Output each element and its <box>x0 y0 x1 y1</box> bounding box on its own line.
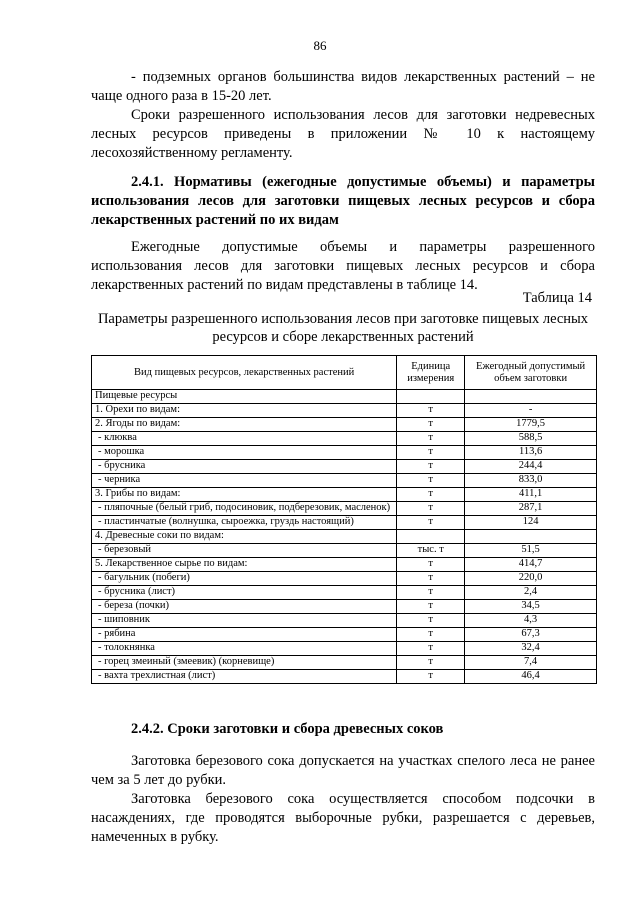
table-row <box>92 488 597 502</box>
table-cell-unit: т <box>397 474 465 488</box>
table-cell-volume: 46,4 <box>465 670 597 684</box>
table-cell-unit: т <box>397 488 465 502</box>
paragraph-annual-volumes: Ежегодные допустимые объемы и параметры разрешенного использования лесов для заготовки пищевых лесных ресурсов и сбора лекарственных растений по видам представлены в таблице 14. <box>91 239 595 293</box>
paragraph-underground-organs: - подземных органов большинства видов лекарственных растений – не чаще одного раза в 15-20 лет. <box>91 69 595 104</box>
table-cell-resource: 3. Грибы по видам: <box>92 488 397 502</box>
paragraph-birch-sap-timing: Заготовка березового сока допускается на участках спелого леса не ранее чем за 5 лет до рубки. <box>91 753 595 788</box>
table-cell-volume: 414,7 <box>465 558 597 572</box>
table-row <box>92 516 597 530</box>
page-number: 86 <box>313 38 327 53</box>
table-cell-resource: - багульник (побеги) <box>92 572 397 586</box>
table-cell-unit: т <box>397 614 465 628</box>
table-cell-volume: 588,5 <box>465 432 597 446</box>
table-row <box>92 558 597 572</box>
table-cell-volume: 2,4 <box>465 586 597 600</box>
table-row <box>92 474 597 488</box>
column-header-resource-type: Вид пищевых ресурсов, лекарственных растений <box>92 356 397 390</box>
table-cell-resource: - клюква <box>92 432 397 446</box>
table-row <box>92 628 597 642</box>
table-cell-resource: 4. Древесные соки по видам: <box>92 530 397 544</box>
table-row <box>92 502 597 516</box>
table-cell-resource: - пляпочные (белый гриб, подосиновик, подберезовик, масленок) <box>92 502 397 516</box>
table-cell-resource: - рябина <box>92 628 397 642</box>
table-cell-unit: т <box>397 460 465 474</box>
table-cell-unit: т <box>397 656 465 670</box>
table-cell-unit: т <box>397 502 465 516</box>
table-row <box>92 544 597 558</box>
table-cell-volume: 51,5 <box>465 544 597 558</box>
table-cell-volume: 67,3 <box>465 628 597 642</box>
table-cell-volume: - <box>465 404 597 418</box>
table-cell-unit: т <box>397 418 465 432</box>
table-cell-unit: т <box>397 404 465 418</box>
table-cell-volume: 1779,5 <box>465 418 597 432</box>
table-cell-resource: Пищевые ресурсы <box>92 390 397 404</box>
table-row <box>92 530 597 544</box>
table-cell-resource: 5. Лекарственное сырье по видам: <box>92 558 397 572</box>
table-row <box>92 614 597 628</box>
table-row <box>92 404 597 418</box>
table-cell-volume: 244,4 <box>465 460 597 474</box>
table-cell-unit: т <box>397 558 465 572</box>
table-row <box>92 656 597 670</box>
table-cell-resource: - брусника (лист) <box>92 586 397 600</box>
paragraph-birch-sap-method: Заготовка березового сока осуществляется способом подсочки в насаждениях, где проводятся выборочные рубки, разрешается с деревьев, намеченных в рубку. <box>91 791 595 845</box>
table-cell-resource: - черника <box>92 474 397 488</box>
table-row <box>92 418 597 432</box>
section-heading-2-4-1: 2.4.1. Нормативы (ежегодные допустимые объемы) и параметры использования лесов для заготовки пищевых лесных ресурсов и сбора лекарственных растений по их видам <box>91 174 595 228</box>
table-cell-unit: т <box>397 642 465 656</box>
table-cell-volume <box>465 390 597 404</box>
table-label: Таблица 14 <box>522 290 592 306</box>
table-cell-volume: 833,0 <box>465 474 597 488</box>
table-row <box>92 670 597 684</box>
table-cell-resource: - брусника <box>92 460 397 474</box>
paragraph-usage-terms: Сроки разрешенного использования лесов для заготовки недревесных лесных ресурсов приведены в приложении № 10 к настоящему лесохозяйственному регламенту. <box>91 107 595 161</box>
table-row <box>92 432 597 446</box>
table-cell-unit: т <box>397 586 465 600</box>
column-header-unit: Единица измерения <box>397 356 465 390</box>
table-cell-resource: - вахта трехлистная (лист) <box>92 670 397 684</box>
table-cell-volume: 4,3 <box>465 614 597 628</box>
table-cell-volume: 411,1 <box>465 488 597 502</box>
table-cell-volume: 220,0 <box>465 572 597 586</box>
table-row <box>92 460 597 474</box>
table-cell-volume: 113,6 <box>465 446 597 460</box>
table-caption: Параметры разрешенного использования лесов при заготовке пищевых лесных ресурсов и сборе лекарственных растений <box>97 311 589 345</box>
table-cell-resource: - березовый <box>92 544 397 558</box>
table-cell-unit <box>397 530 465 544</box>
table-row <box>92 586 597 600</box>
table-cell-unit: т <box>397 670 465 684</box>
table-cell-volume: 7,4 <box>465 656 597 670</box>
table-cell-resource: 1. Орехи по видам: <box>92 404 397 418</box>
table-row <box>92 642 597 656</box>
table-row <box>92 600 597 614</box>
table-cell-volume <box>465 530 597 544</box>
table-cell-unit: т <box>397 516 465 530</box>
table-cell-unit: т <box>397 572 465 586</box>
table-cell-unit: тыс. т <box>397 544 465 558</box>
section-heading-2-4-2: 2.4.2. Сроки заготовки и сбора древесных соков <box>131 721 444 737</box>
table-cell-resource: 2. Ягоды по видам: <box>92 418 397 432</box>
table-cell-resource: - пластинчатые (волнушка, сыроежка, груздь настоящий) <box>92 516 397 530</box>
resources-table <box>91 355 597 684</box>
table-cell-resource: - шиповник <box>92 614 397 628</box>
table-cell-resource: - толокнянка <box>92 642 397 656</box>
table-cell-unit: т <box>397 446 465 460</box>
table-cell-volume: 124 <box>465 516 597 530</box>
table-cell-resource: - горец змеиный (змеевик) (корневище) <box>92 656 397 670</box>
table-row <box>92 572 597 586</box>
column-header-annual-volume: Ежегодный допустимый объем заготовки <box>465 356 597 390</box>
table-cell-unit: т <box>397 628 465 642</box>
table-cell-volume: 32,4 <box>465 642 597 656</box>
table-cell-volume: 287,1 <box>465 502 597 516</box>
table-cell-resource: - морошка <box>92 446 397 460</box>
table-row <box>92 446 597 460</box>
table-row <box>92 390 597 404</box>
table-cell-unit: т <box>397 600 465 614</box>
table-cell-resource: - береза (почки) <box>92 600 397 614</box>
table-cell-unit <box>397 390 465 404</box>
table-cell-unit: т <box>397 432 465 446</box>
table-cell-volume: 34,5 <box>465 600 597 614</box>
